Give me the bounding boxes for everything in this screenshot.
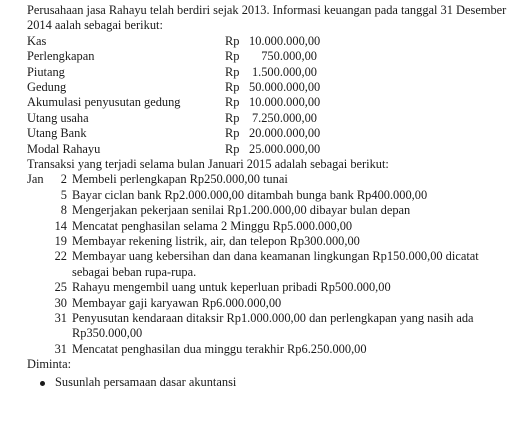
transaction-row <box>27 311 520 342</box>
transaction-description: Membayar uang kebersihan dan dana keamanan lingkungan Rp150.000,00 dicatat sebagai beban rupa-rupa. <box>72 249 479 279</box>
transaction-description: Rahayu mengembil uang untuk keperluan pribadi Rp500.000,00 <box>72 280 391 295</box>
transaction-month <box>27 203 45 218</box>
balance-row <box>27 80 520 95</box>
balance-name: Modal Rahayu <box>27 141 101 156</box>
transactions-intro: Transaksi yang terjadi selama bulan Januari 2015 adalah sebagai berikut: <box>27 156 389 171</box>
balance-row <box>27 65 520 80</box>
balance-currency: Rp <box>225 64 240 79</box>
transaction-row <box>27 342 520 357</box>
balance-currency: Rp <box>225 79 240 94</box>
balance-row <box>27 49 520 64</box>
balance-name: Perlengkapan <box>27 49 95 64</box>
transaction-month <box>27 219 45 234</box>
transaction-day: 22 <box>54 249 67 264</box>
balance-value: 7.250.000,00 <box>251 110 317 125</box>
transaction-month <box>27 342 45 357</box>
balance-currency: Rp <box>225 141 240 156</box>
transaction-description: Mencatat penghasilan dua minggu terakhir Rp6.250.000,00 <box>72 341 367 356</box>
balance-currency: Rp <box>225 126 240 141</box>
balance-currency: Rp <box>225 49 240 64</box>
balance-name: Akumulasi penyusutan gedung <box>27 95 181 110</box>
transaction-day: 31 <box>54 341 67 356</box>
transaction-day: 19 <box>54 233 67 248</box>
transaction-row <box>27 234 520 249</box>
balance-value: 750.000,00 <box>261 49 317 64</box>
intro-paragraph: Perusahaan jasa Rahayu telah berdiri sejak 2013. Informasi keuangan pada tanggal 31 Desember 2014 aalah sebagai berikut: <box>27 3 507 33</box>
transaction-description: Membayar gaji karyawan Rp6.000.000,00 <box>72 295 282 310</box>
balance-value: 20.000.000,00 <box>249 126 321 141</box>
balance-row <box>27 34 520 49</box>
transaction-month <box>27 311 45 342</box>
transaction-day: 5 <box>60 187 67 202</box>
transaction-row <box>27 203 520 218</box>
transaction-list <box>27 172 520 357</box>
balance-row <box>27 111 520 126</box>
transaction-row <box>27 296 520 311</box>
transaction-row <box>27 249 520 280</box>
balance-list <box>27 34 520 157</box>
balance-name: Utang usaha <box>27 110 89 125</box>
transaction-day: 31 <box>54 311 67 325</box>
task-item <box>27 375 520 391</box>
transaction-row <box>27 219 520 234</box>
transaction-description: Bayar ciclan bank Rp2.000.000,00 ditambah bunga bank Rp400.000,00 <box>72 187 428 202</box>
balance-currency: Rp <box>225 95 240 110</box>
transaction-month <box>27 188 45 203</box>
transaction-month <box>27 296 45 311</box>
balance-row <box>27 126 520 141</box>
transaction-day: 30 <box>54 295 67 310</box>
transaction-month <box>27 234 45 249</box>
transaction-description: Penyusutan kendaraan ditaksir Rp1.000.000,00 dan perlengkapan yang nasih ada Rp350.000,00 <box>72 311 474 341</box>
task-list <box>27 375 520 391</box>
balance-name: Utang Bank <box>27 126 87 141</box>
transaction-day: 8 <box>60 203 67 218</box>
transaction-description: Mengerjakan pekerjaan senilai Rp1.200.000,00 dibayar bulan depan <box>72 203 411 218</box>
balance-name: Gedung <box>27 79 67 94</box>
balance-value: 1.500.000,00 <box>251 64 317 79</box>
transaction-month <box>27 249 45 280</box>
balance-value: 10.000.000,00 <box>249 33 321 48</box>
transaction-month <box>27 280 45 295</box>
transaction-row <box>27 172 520 187</box>
balance-value: 10.000.000,00 <box>249 95 321 110</box>
transaction-day: 2 <box>60 172 67 187</box>
transaction-row <box>27 188 520 203</box>
balance-currency: Rp <box>225 33 240 48</box>
balance-name: Piutang <box>27 64 65 79</box>
transaction-row <box>27 280 520 295</box>
bullet-icon <box>38 375 46 390</box>
balance-value: 50.000.000,00 <box>249 79 321 94</box>
balance-row <box>27 95 520 110</box>
balance-value: 25.000.000,00 <box>249 141 321 156</box>
transaction-description: Membayar rekening listrik, air, dan telepon Rp300.000,00 <box>72 233 360 248</box>
transaction-month: Jan <box>27 172 44 187</box>
balance-row <box>27 142 520 157</box>
transaction-day: 14 <box>54 218 67 233</box>
transaction-description: Membeli perlengkapan Rp250.000,00 tunai <box>72 172 288 187</box>
asked-label: Diminta: <box>27 357 72 372</box>
task-text: Susunlah persamaan dasar akuntansi <box>55 374 237 389</box>
balance-currency: Rp <box>225 110 240 125</box>
transaction-description: Mencatat penghasilan selama 2 Minggu Rp5.000.000,00 <box>72 218 353 233</box>
transaction-day: 25 <box>54 280 67 295</box>
balance-name: Kas <box>27 33 47 48</box>
